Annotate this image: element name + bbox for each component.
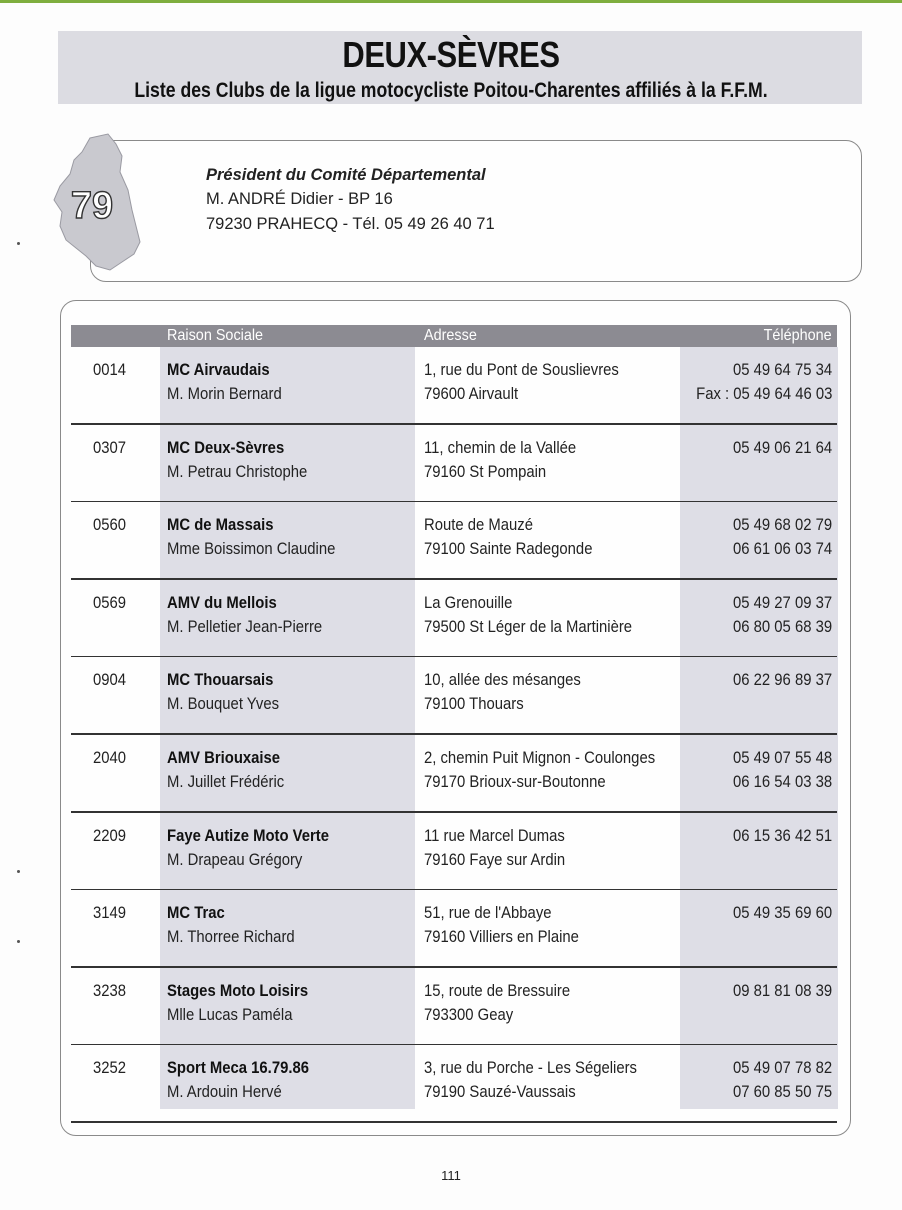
scan-mark — [17, 870, 20, 873]
club-address-line-1: 10, allée des mésanges — [424, 671, 581, 690]
club-name: Stages Moto Loisirs — [167, 981, 309, 1000]
club-telephone-2: 06 80 05 68 39 — [732, 617, 832, 636]
table-row — [71, 580, 837, 658]
president-box — [90, 140, 862, 282]
president-name: M. ANDRÉ Didier - BP 16 — [206, 190, 393, 208]
club-address-line-2: 79600 Airvault — [424, 385, 519, 403]
club-telephone-1: 09 81 81 08 39 — [732, 981, 832, 1000]
club-address-line-2: 79190 Sauzé-Vaussais — [424, 1083, 576, 1102]
scan-mark — [17, 940, 20, 943]
club-contact: M. Morin Bernard — [167, 385, 282, 403]
club-address-line-1: La Grenouille — [424, 593, 513, 612]
club-address-line-1: 11 rue Marcel Dumas — [424, 826, 565, 845]
club-address-line-1: 15, route de Bressuire — [424, 981, 571, 1000]
page-number: 111 — [441, 1168, 461, 1183]
club-telephone-1: 05 49 06 21 64 — [732, 438, 832, 457]
header-raison-sociale: Raison Sociale — [167, 327, 264, 344]
president-address: 79230 PRAHECQ - Tél. 05 49 26 40 71 — [206, 215, 495, 233]
club-address-line-1: 3, rue du Porche - Les Ségeliers — [424, 1059, 637, 1078]
club-telephone-2: 06 16 54 03 38 — [732, 773, 832, 791]
club-telephone-1: 05 49 68 02 79 — [732, 516, 832, 535]
club-contact: Mlle Lucas Paméla — [167, 1005, 293, 1024]
club-address-line-1: 2, chemin Puit Mignon - Coulonges — [424, 749, 656, 767]
table-row — [71, 657, 837, 735]
table-row — [71, 890, 837, 968]
club-address-line-2: 79500 St Léger de la Martinière — [424, 617, 633, 636]
club-telephone-1: 06 15 36 42 51 — [732, 826, 832, 845]
club-code: 0560 — [93, 516, 127, 535]
club-code: 3238 — [93, 981, 127, 1000]
club-name: MC Airvaudais — [167, 361, 270, 379]
page-title: DEUX-SÈVRES — [342, 34, 560, 75]
club-code: 0569 — [93, 593, 127, 612]
club-telephone-2: 07 60 85 50 75 — [732, 1083, 832, 1102]
club-telephone-2: 06 61 06 03 74 — [732, 540, 832, 559]
club-telephone-1: 05 49 27 09 37 — [732, 593, 832, 612]
club-code: 3252 — [93, 1059, 127, 1078]
club-name: AMV Briouxaise — [167, 749, 281, 767]
club-address-line-2: 79100 Thouars — [424, 695, 524, 714]
club-contact: Mme Boissimon Claudine — [167, 540, 336, 559]
club-name: Faye Autize Moto Verte — [167, 826, 330, 845]
club-name: AMV du Mellois — [167, 593, 277, 612]
club-contact: M. Juillet Frédéric — [167, 773, 285, 791]
club-address-line-2: 79160 Villiers en Plaine — [424, 928, 579, 947]
president-title: Président du Comité Départemental — [206, 166, 486, 184]
club-address-line-2: 79160 Faye sur Ardin — [424, 850, 566, 869]
header-adresse: Adresse — [424, 327, 477, 344]
club-address-line-2: 79100 Sainte Radegonde — [424, 540, 593, 559]
club-telephone-1: 05 49 35 69 60 — [732, 904, 832, 923]
club-name: MC Deux-Sèvres — [167, 438, 285, 457]
club-address-line-2: 793300 Geay — [424, 1005, 514, 1024]
club-name: MC de Massais — [167, 516, 274, 535]
scan-mark — [17, 242, 20, 245]
club-code: 2209 — [93, 826, 127, 845]
row-divider — [71, 1121, 837, 1123]
department-number: 79 — [70, 185, 114, 227]
table-row — [71, 347, 837, 425]
club-address-line-1: Route de Mauzé — [424, 516, 533, 535]
table-row — [71, 735, 837, 813]
table-row — [71, 813, 837, 891]
club-contact: M. Ardouin Hervé — [167, 1083, 282, 1102]
club-code: 0307 — [93, 438, 127, 457]
club-code: 3149 — [93, 904, 127, 923]
club-telephone-1: 06 22 96 89 37 — [732, 671, 832, 690]
table-row — [71, 1045, 837, 1123]
top-edge-line — [0, 0, 902, 3]
club-address-line-2: 79170 Brioux-sur-Boutonne — [424, 773, 606, 791]
table-row — [71, 502, 837, 580]
club-telephone-1: 05 49 64 75 34 — [732, 361, 832, 379]
club-address-line-1: 51, rue de l'Abbaye — [424, 904, 552, 923]
table-header — [71, 325, 837, 347]
club-address-line-1: 1, rue du Pont de Souslievres — [424, 361, 619, 379]
club-telephone-1: 05 49 07 55 48 — [732, 749, 832, 767]
club-contact: M. Drapeau Grégory — [167, 850, 303, 869]
club-telephone-1: 05 49 07 78 82 — [732, 1059, 832, 1078]
table-row — [71, 968, 837, 1046]
club-name: MC Trac — [167, 904, 225, 923]
department-map-icon — [40, 130, 160, 280]
header-telephone: Téléphone — [763, 327, 832, 344]
club-contact: M. Bouquet Yves — [167, 695, 280, 714]
club-contact: M. Petrau Christophe — [167, 462, 308, 481]
club-contact: M. Thorree Richard — [167, 928, 295, 947]
club-code: 0014 — [93, 361, 127, 379]
table-row — [71, 425, 837, 503]
club-telephone-2: Fax : 05 49 64 46 03 — [695, 385, 832, 403]
club-name: MC Thouarsais — [167, 671, 274, 690]
club-address-line-2: 79160 St Pompain — [424, 462, 547, 481]
club-name: Sport Meca 16.79.86 — [167, 1059, 309, 1078]
club-address-line-1: 11, chemin de la Vallée — [424, 438, 577, 457]
page-subtitle: Liste des Clubs de la ligue motocycliste Poitou-Charentes affiliés à la F.F.M. — [134, 79, 768, 102]
club-code: 0904 — [93, 671, 127, 690]
club-contact: M. Pelletier Jean-Pierre — [167, 617, 323, 636]
club-code: 2040 — [93, 749, 127, 767]
